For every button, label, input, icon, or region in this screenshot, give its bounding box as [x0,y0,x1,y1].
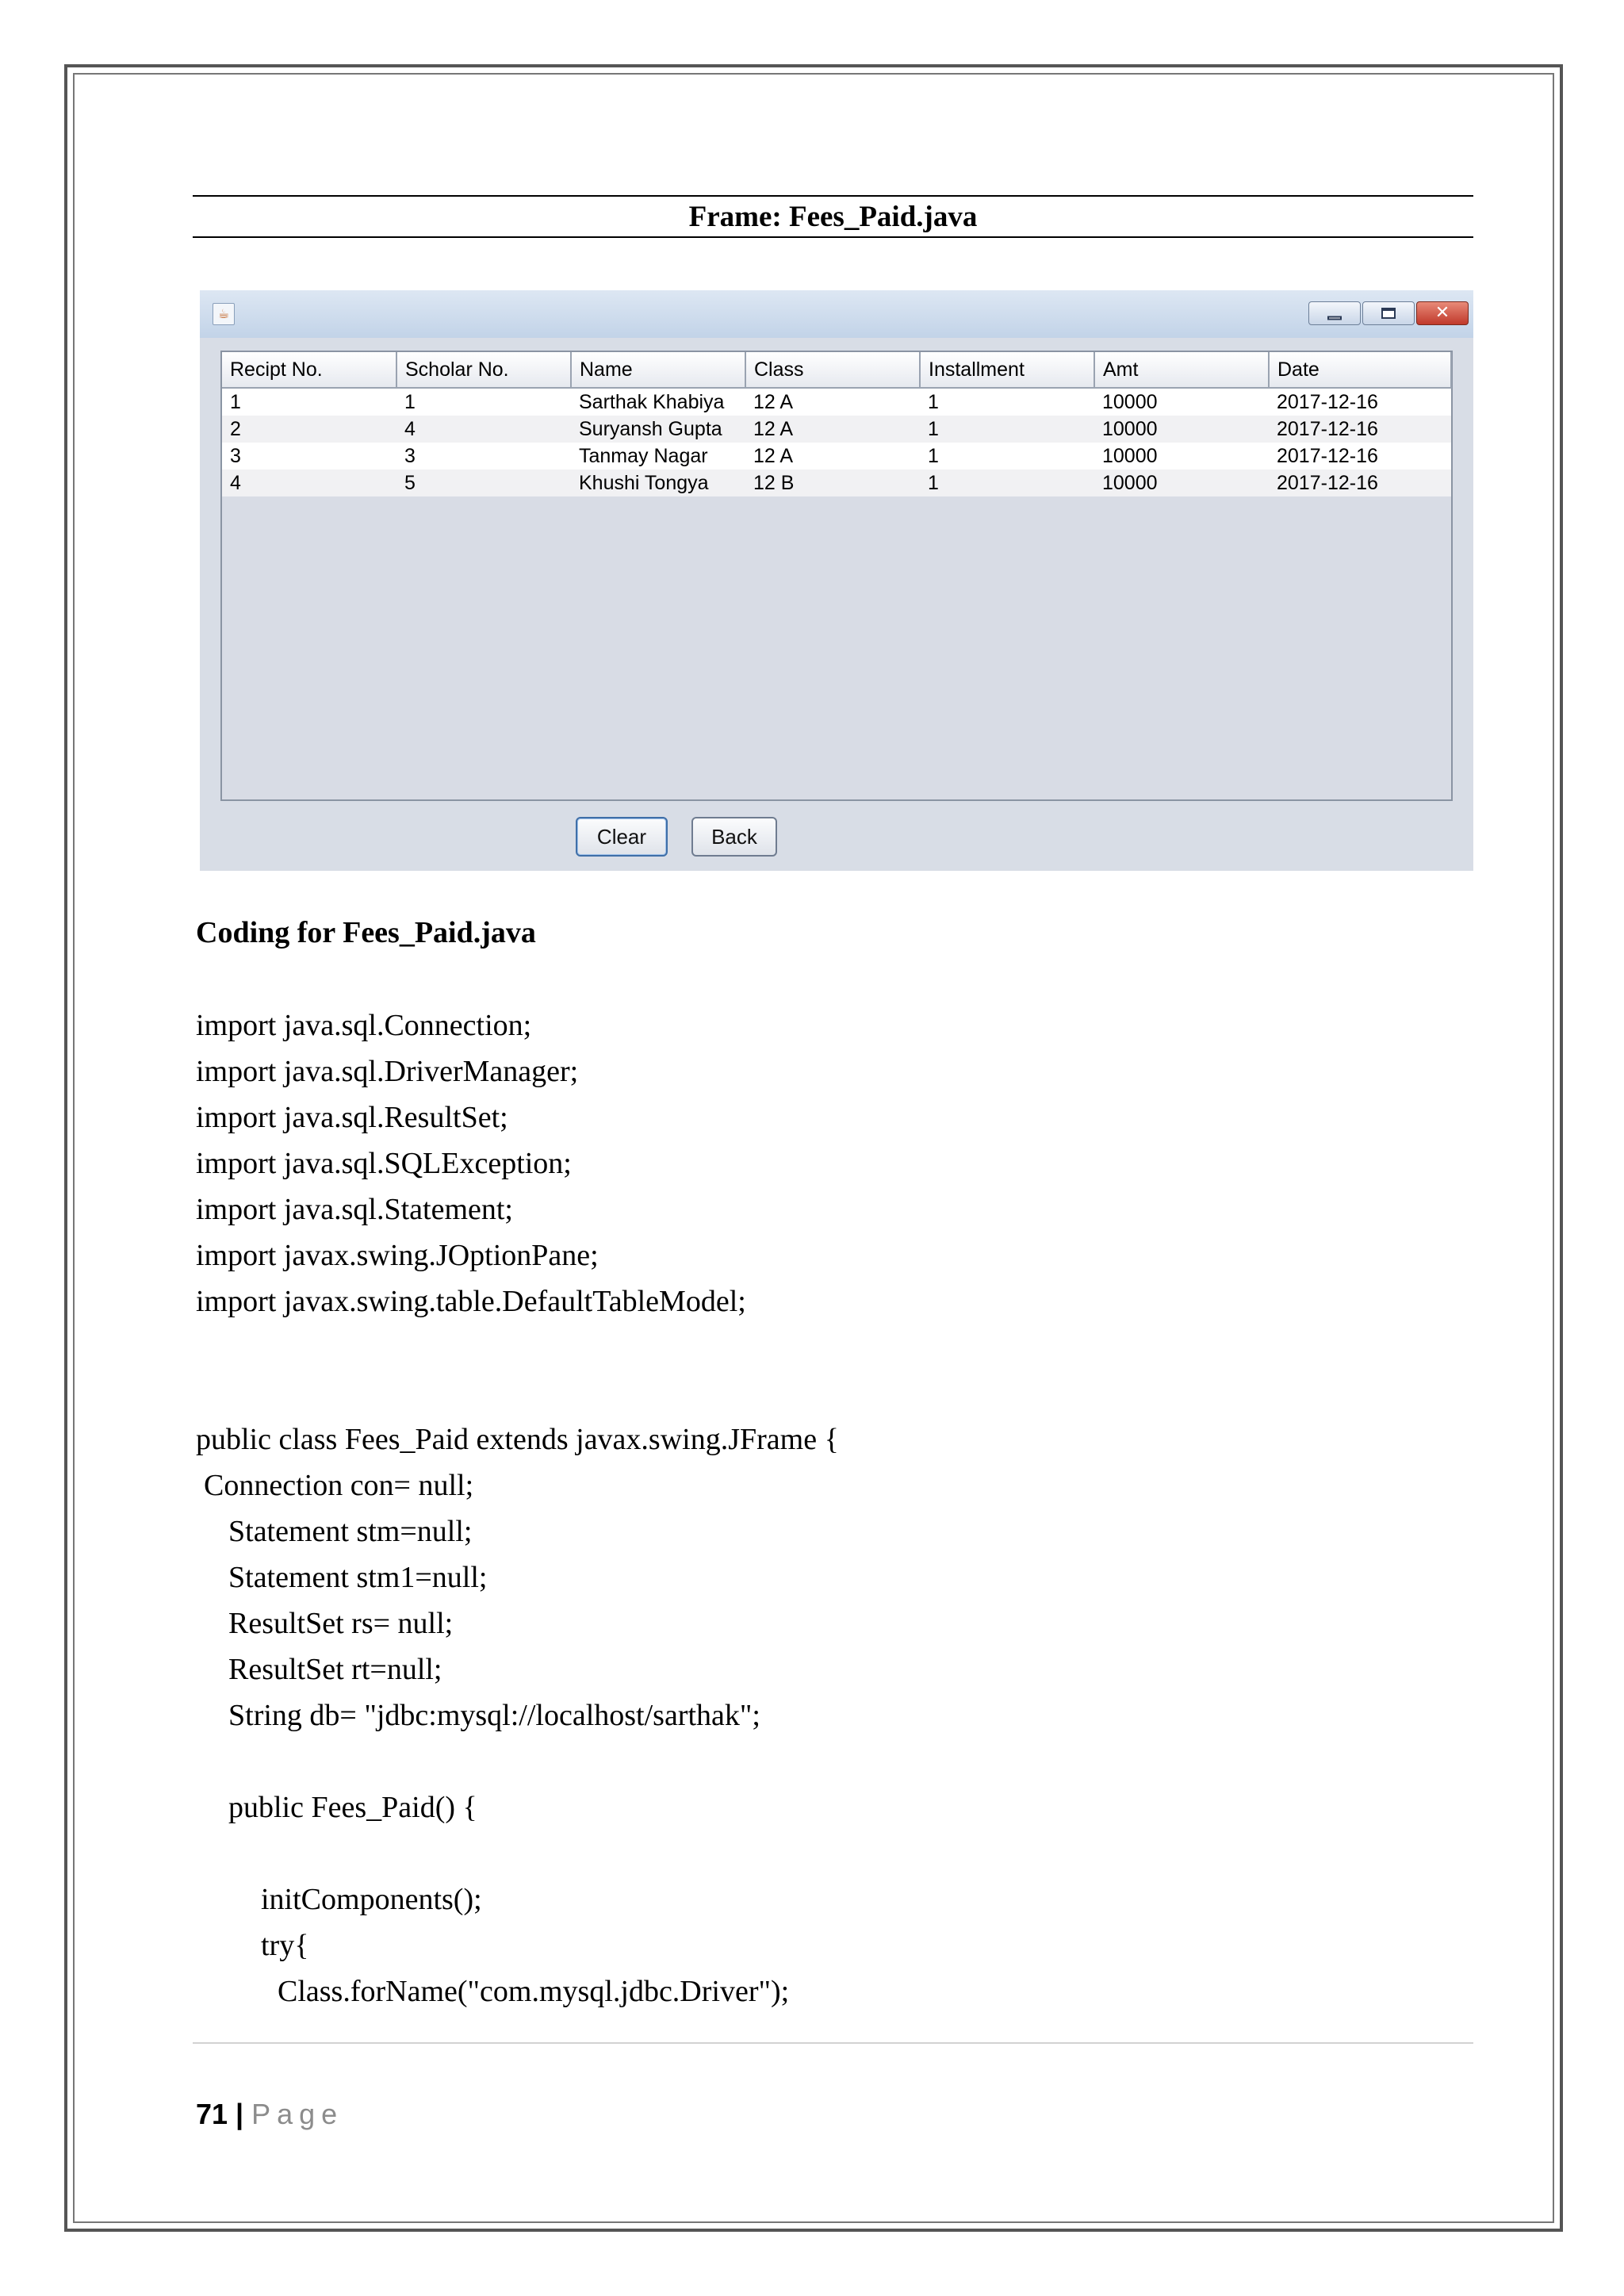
table-cell[interactable]: 1 [222,388,396,416]
clear-button[interactable]: Clear [576,817,668,857]
java-cup-icon: ☕ [213,303,235,325]
code-line-statement: try{ [261,1929,309,1962]
code-line-import: import java.sql.DriverManager; [196,1055,579,1088]
minimize-button[interactable] [1308,301,1361,325]
table-cell[interactable]: 1 [920,470,1094,496]
column-header[interactable]: Date [1269,352,1451,388]
coding-heading: Coding for Fees_Paid.java [196,916,536,949]
table-row[interactable] [222,443,1451,470]
maximize-button[interactable] [1362,301,1415,325]
code-line-statement: initComponents(); [261,1883,482,1916]
column-header[interactable]: Name [571,352,745,388]
table-cell[interactable]: 2 [222,416,396,443]
table-cell[interactable]: Tanmay Nagar [571,443,745,470]
close-button[interactable] [1416,301,1469,325]
table-cell[interactable]: 5 [396,470,571,496]
column-header[interactable]: Installment [920,352,1094,388]
code-line-class-declaration: public class Fees_Paid extends javax.swing.JFrame { [196,1423,839,1456]
window-titlebar [200,290,1473,338]
close-icon: ✕ [1434,303,1450,323]
code-line-field: Connection con= null; [204,1469,474,1502]
code-line-field: ResultSet rt=null; [228,1653,442,1686]
code-line-field: Statement stm=null; [228,1515,473,1548]
table-cell[interactable]: 1 [920,443,1094,470]
table-cell[interactable]: 1 [920,416,1094,443]
back-button[interactable]: Back [691,817,777,857]
column-header[interactable]: Amt [1094,352,1269,388]
code-line-import: import javax.swing.table.DefaultTableModel; [196,1285,746,1318]
table-cell[interactable]: 4 [396,416,571,443]
code-line-import: import java.sql.SQLException; [196,1147,572,1180]
maximize-icon [1381,308,1396,319]
table-cell[interactable]: 1 [396,388,571,416]
column-header[interactable]: Recipt No. [222,352,396,388]
table-cell[interactable]: 2017-12-16 [1269,416,1451,443]
code-line-field: ResultSet rs= null; [228,1607,454,1640]
table-cell[interactable]: 12 B [745,470,920,496]
page-label: Page [251,2098,344,2130]
table-cell[interactable]: 2017-12-16 [1269,388,1451,416]
page-footer [196,2097,343,2132]
heading-bottom-rule [193,236,1473,238]
frame-heading: Frame: Fees_Paid.java [688,201,978,233]
table-row[interactable] [222,470,1451,496]
table-row[interactable] [222,416,1451,443]
table-cell[interactable]: 2017-12-16 [1269,443,1451,470]
code-line-statement: Class.forName("com.mysql.jdbc.Driver"); [278,1975,790,2008]
fees-table[interactable] [222,352,1452,496]
table-cell[interactable]: 3 [396,443,571,470]
table-cell[interactable]: 4 [222,470,396,496]
table-cell[interactable]: 12 A [745,388,920,416]
code-line-field: String db= "jdbc:mysql://localhost/sarthak"; [228,1699,760,1732]
minimize-icon [1327,316,1342,320]
column-header[interactable]: Class [745,352,920,388]
footer-rule [193,2042,1473,2044]
footer-separator: | [236,2098,244,2130]
page-number: 71 [196,2098,228,2130]
code-line-import: import java.sql.Connection; [196,1009,532,1042]
table-header-row [222,352,1451,388]
heading-top-rule [193,195,1473,197]
table-cell[interactable]: 1 [920,388,1094,416]
column-header[interactable]: Scholar No. [396,352,571,388]
code-line-field: Statement stm1=null; [228,1561,488,1594]
table-cell[interactable]: 10000 [1094,416,1269,443]
table-cell[interactable]: Suryansh Gupta [571,416,745,443]
code-line-import: import java.sql.Statement; [196,1193,513,1226]
table-cell[interactable]: 12 A [745,443,920,470]
code-line-constructor: public Fees_Paid() { [228,1791,477,1824]
table-row[interactable] [222,388,1451,416]
table-cell[interactable]: Sarthak Khabiya [571,388,745,416]
window-content [200,338,1473,871]
fees-table-scrollpane[interactable] [220,351,1453,801]
table-cell[interactable]: 10000 [1094,388,1269,416]
table-cell[interactable]: 10000 [1094,443,1269,470]
code-line-import: import java.sql.ResultSet; [196,1101,508,1134]
table-cell[interactable]: Khushi Tongya [571,470,745,496]
table-cell[interactable]: 12 A [745,416,920,443]
fees-paid-window [200,290,1473,871]
table-cell[interactable]: 10000 [1094,470,1269,496]
table-cell[interactable]: 2017-12-16 [1269,470,1451,496]
table-cell[interactable]: 3 [222,443,396,470]
code-line-import: import javax.swing.JOptionPane; [196,1239,599,1272]
